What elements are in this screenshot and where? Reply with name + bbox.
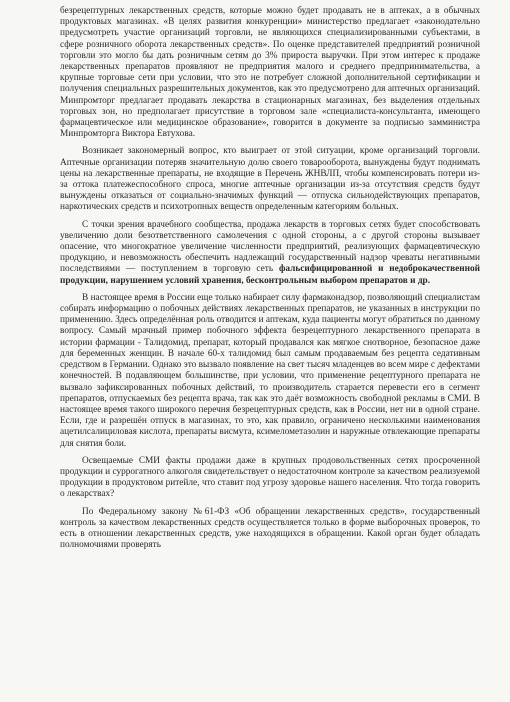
paragraph-5: Освещаемые СМИ факты продажи даже в крупных продовольственных сетях просроченной продукции и суррогатного алкоголя свидетельствует о недостаточном контроле за качеством реализуемой продукции в продуктовом ритейле, что ставит под угрозу здоровье нашего населения. Что тогда говорить о лекарствах? — [60, 455, 480, 500]
paragraph-3-bold-text: фальсифицированной и недоброкачественной продукции, нарушением условий хранения, бесконтрольным выбором препаратов и др. — [60, 264, 480, 286]
paragraph-6: По Федеральному закону №61-ФЗ «Об обращении лекарственных средств», государственный контроль за качеством лекарственных средств осуществляется только в форме выборочных проверок, то есть в отношении лекарственных средств, уже находящихся в обращении. Какой орган будет обладать полномочиями проверять — [60, 506, 480, 551]
paragraph-4: В настоящее время в России еще только набирает силу фармаконадзор, позволяющий специалистам собирать информацию о побочных действиях лекарственных препаратов, не указанных в инструкции по применению. Здесь определённая роль отводится и аптекам, куда пациенты могут обратиться по данному вопросу. Самый мрачный пример побочного эффекта безрецептурного лекарственного препарата в истории фармации - Талидомид, препарат, который продавался как мягкое снотворное, безопасное даже для беременных женщин. В начале 60-х талидомид был самым продаваемым без рецепта седативным средством в Германии. Однако это вызвало появление на свет тысяч младенцев во всем мире с дефектами конечностей. В подавляющем большинстве, при условии, что применение рецептурного препарата не вызвало зафиксированных побочных действий, то производитель старается перевести его в сегмент препаратов, отпускаемых без рецепта врача, так как это даёт возможность свободной рекламы в СМИ. В настоящее время такого широкого перечня безрецептурных средств, как в России, нет ни в одной стране. Если, где и разрешён отпуск в магазинах, то это, как правило, ограничено несколькими наименования ацетилсалициловая кислота, препараты висмута, ксимелометазолин и наружные отвлекающие препараты для снятия боли. — [60, 292, 480, 449]
paragraph-2: Возникает закономерный вопрос, кто выиграет от этой ситуации, кроме организаций торговли. Аптечные организации потеряв значительную долю своего товарооборота, вынуждены будут поднимать цены на лекарственные препараты, не входящие в Перечень ЖНВЛП, чтобы компенсировать потери из-за оттока платежеспособного спроса, многие аптечные организации из-за отсутствия средств будут вынуждены отказаться от социально-значимых функций — отпуска сильнодействующих препаратов, наркотических средств и психотропных веществ определенным категориям больных. — [60, 146, 480, 213]
paragraph-3-text: С точки зрения врачебного сообщества, продажа лекарств в торговых сетях будет способствовать увеличению доли безответственного самолечения с одной стороны, а с другой стороны вызывает опасение, что многократное увеличение численности предприятий, реализующих фармацевтическую продукцию, и невозможность обеспечить надлежащий государственный надзор чреваты негативными последствиями — поступлением в торговую сеть — [60, 219, 480, 275]
paragraph-1: безрецептурных лекарственных средств, которые можно будет продавать не в аптеках, а в обычных продуктовых магазинах. «В целях развития конкуренции» министерство предлагает «законодательно предусмотреть участие организаций торговли, не являющихся специализированными субъектами, в сфере розничного оборота лекарственных средств». По оценке представителей предприятий розничной торговли это могло бы дать розничным сетям до 3% прироста выручки. При этом интерес к продаже лекарственных препаратов проявляют не предприятия малого и среднего предпринимательства, а крупные торговые сети при условии, что это не потребует сложной дополнительной сертификации и получения специальных разрешительных документов, как это предусмотрено для аптечных организаций. Минпромторг предлагает продавать лекарства в стационарных магазинах, без выделения отдельных торговых зон, но предполагает присутствие в торговом зале «специалиста-консультанта, имеющего фармацевтическое или медицинское образование», говорится в документе за подписью замминистра Минпромторга Виктора Евтухова. — [60, 6, 480, 140]
paragraph-3 — [60, 220, 480, 287]
